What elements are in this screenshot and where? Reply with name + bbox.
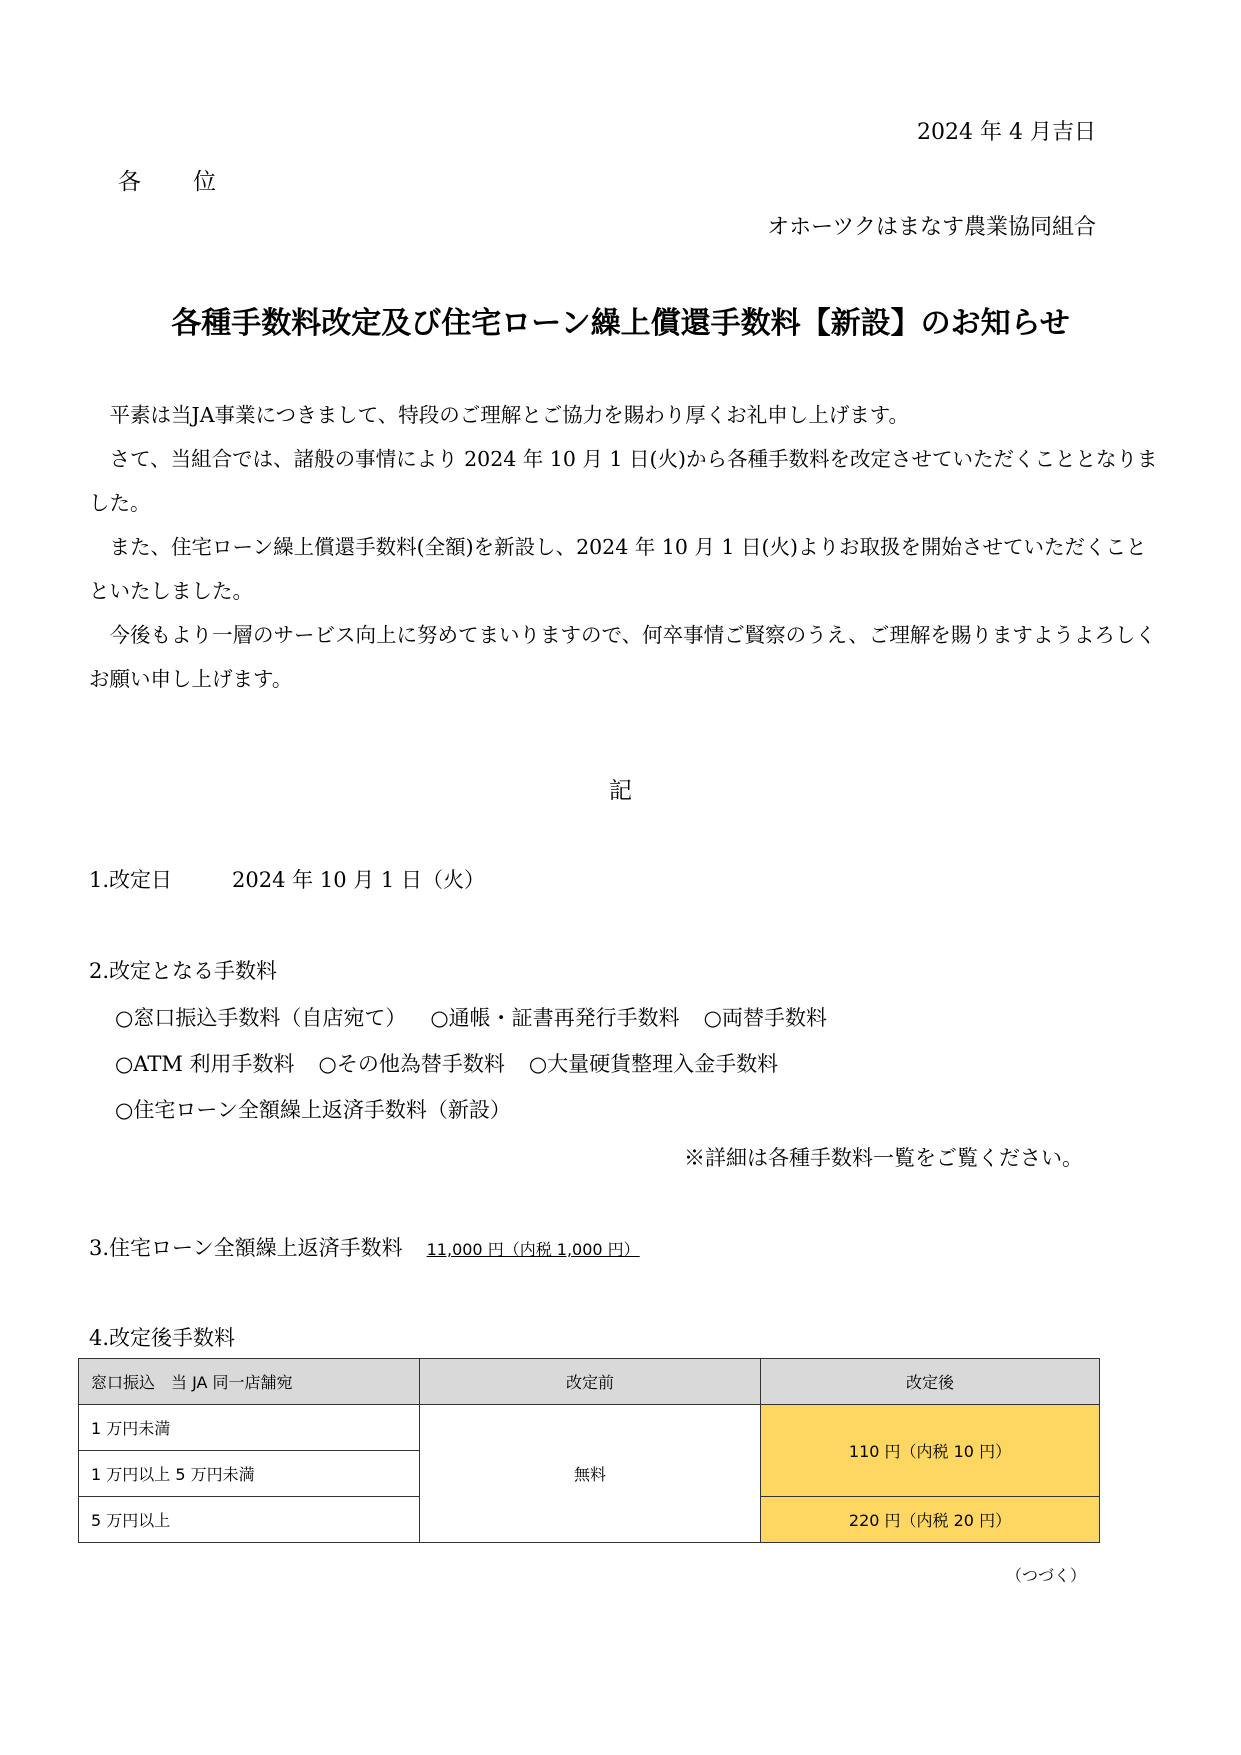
ki-heading: 記 <box>609 778 632 804</box>
fee-item: ○通帳・証書再発行手数料 <box>430 1006 680 1030</box>
fee-table <box>78 1358 1100 1543</box>
revision-date-value: 2024 年 10 月 1 日（火） <box>232 868 485 892</box>
table-header-row <box>79 1359 1100 1405</box>
sender-organization: オホーツクはまなす農業協同組合 <box>767 215 1096 240</box>
body-text <box>89 393 1159 701</box>
fee-list-row <box>115 1048 802 1078</box>
fee-list-row <box>115 1094 535 1124</box>
table-header: 改定前 <box>420 1359 761 1405</box>
body-paragraph: 今後もより一層のサービス向上に努めてまいりますので、何卒事情ご賢察のうえ、ご理解を賜りますようよろしくお願い申し上げます。 <box>89 623 1156 691</box>
after-fee-cell: 220 円（内税 20 円） <box>761 1497 1100 1543</box>
document-date: 2024 年 4 月吉日 <box>917 120 1096 145</box>
amount-range-cell: 5 万円以上 <box>79 1497 420 1543</box>
section-fees-label: 2.改定となる手数料 <box>89 959 278 983</box>
amount-range-cell: 1 万円以上 5 万円未満 <box>79 1451 420 1497</box>
fee-list-row <box>115 1002 851 1032</box>
table-header: 窓口振込 当 JA 同一店舗宛 <box>79 1359 420 1405</box>
body-paragraph: 平素は当JA事業につきまして、特段のご理解とご協力を賜わり厚くお礼申し上げます。 <box>109 403 910 427</box>
fee-item: ○窓口振込手数料（自店宛て） <box>115 1006 407 1030</box>
section-revised-fees-label: 4.改定後手数料 <box>89 1326 236 1350</box>
fee-item: ○その他為替手数料 <box>318 1052 505 1076</box>
amount-range-cell: 1 万円未満 <box>79 1405 420 1451</box>
loan-fee-value: 11,000 円（内税 1,000 円） <box>426 1240 640 1259</box>
fee-item: ○ATM 利用手数料 <box>115 1052 295 1076</box>
continued-label: （つづく） <box>1005 1566 1086 1585</box>
addressee: 各 位 <box>118 169 218 195</box>
section-label: 3.住宅ローン全額繰上返済手数料 <box>89 1236 403 1260</box>
document-title: 各種手数料改定及び住宅ローン繰上償還手数料【新設】のお知らせ <box>171 306 1070 341</box>
fee-item: ○両替手数料 <box>703 1006 827 1030</box>
section-loan-fee <box>89 1232 640 1262</box>
table-header: 改定後 <box>761 1359 1100 1405</box>
details-note: ※詳細は各種手数料一覧をご覧ください。 <box>684 1146 1083 1170</box>
after-fee-cell: 110 円（内税 10 円） <box>761 1405 1100 1497</box>
fee-item: ○大量硬貨整理入金手数料 <box>528 1052 779 1076</box>
section-label: 1.改定日 <box>89 868 173 892</box>
fee-item: ○住宅ローン全額繰上返済手数料（新設） <box>115 1098 511 1122</box>
before-fee-cell: 無料 <box>420 1405 761 1543</box>
body-paragraph: さて、当組合では、諸般の事情により 2024 年 10 月 1 日(火)から各種手数料を改定させていただくこととなりました。 <box>89 447 1158 515</box>
section-revision-date <box>89 864 485 894</box>
body-paragraph: また、住宅ローン繰上償還手数料(全額)を新設し、2024 年 10 月 1 日(火)よりお取扱を開始させていただくことといたしました。 <box>89 535 1147 603</box>
table-row <box>79 1405 1100 1451</box>
